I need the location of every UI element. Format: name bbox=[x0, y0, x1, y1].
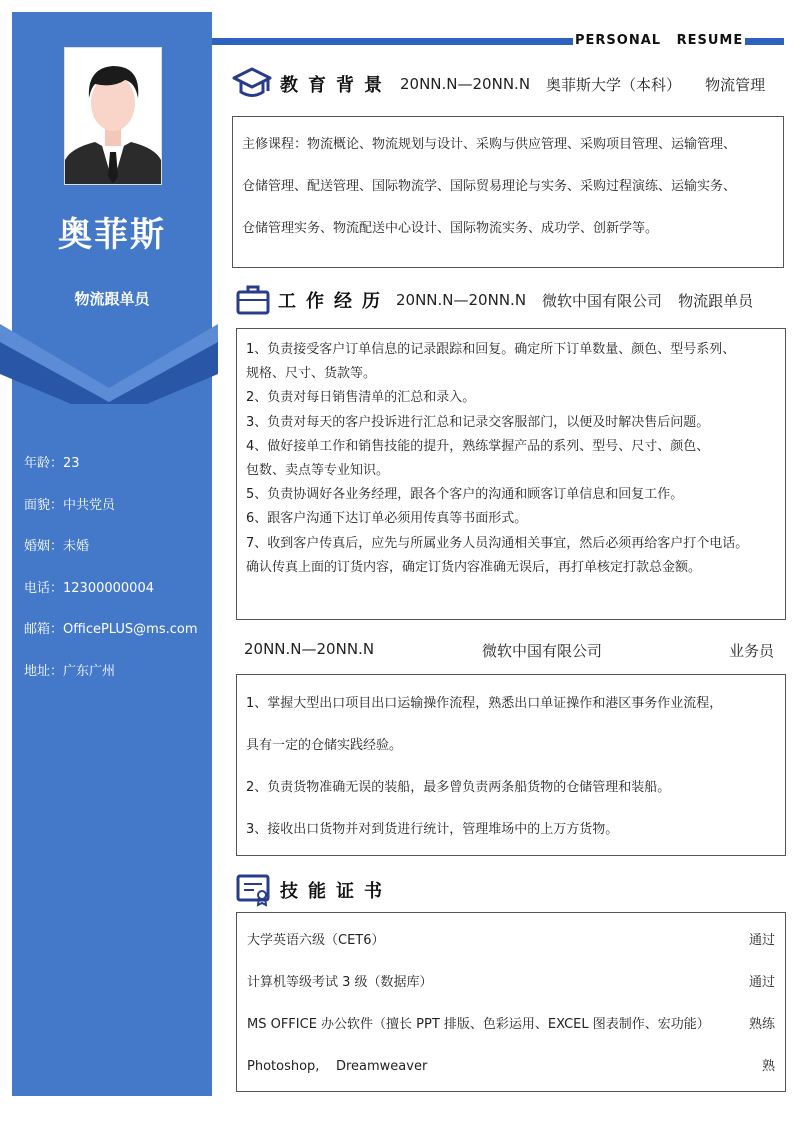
info-label: 邮箱： bbox=[24, 622, 64, 637]
skill-name: MS OFFICE 办公软件（擅长 PPT 排版、色彩运用、EXCEL 图表制作、宏功能） bbox=[247, 1017, 710, 1032]
chevron-banner bbox=[0, 324, 218, 404]
work-header bbox=[236, 284, 753, 316]
info-label: 年龄： bbox=[24, 456, 64, 471]
job-position: 业务员 bbox=[728, 642, 774, 660]
info-label: 婚姻： bbox=[24, 539, 64, 554]
duty-line: 规格、尺寸、货款等。 bbox=[246, 366, 377, 382]
personal-info-list bbox=[24, 452, 198, 701]
job2-header bbox=[244, 640, 774, 658]
info-value: 未婚 bbox=[63, 539, 90, 554]
duty-line: 2、负责对每日销售清单的汇总和录入。 bbox=[246, 390, 476, 406]
info-label: 电话： bbox=[24, 580, 64, 596]
skills-title: 技能证书 bbox=[280, 881, 392, 902]
skill-row bbox=[247, 1004, 775, 1046]
education-box bbox=[232, 116, 784, 268]
info-label: 面貌： bbox=[24, 497, 64, 513]
info-value: 12300000004 bbox=[63, 580, 154, 596]
info-value: 23 bbox=[63, 456, 80, 471]
duty-line: 3、负责对每天的客户投诉进行汇总和记录交客服部门，以便及时解决售后问题。 bbox=[246, 414, 710, 430]
duty-line: 7、收到客户传真后，应先与所属业务人员沟通相关事宜，然后必须再给客户打个电话。 bbox=[246, 535, 749, 551]
duty-line: 2、负责货物准确无误的装船，最多曾负责两条船货物的仓储管理和装船。 bbox=[246, 780, 671, 795]
skill-row bbox=[247, 962, 775, 1004]
duty-line: 1、负责接受客户订单信息的记录跟踪和回复。确定所下订单数量、颜色、型号系列、 bbox=[246, 342, 736, 357]
skill-name: 计算机等级考试 3 级（数据库） bbox=[247, 975, 433, 990]
info-phone bbox=[24, 577, 198, 619]
info-marital bbox=[24, 535, 198, 577]
briefcase-icon bbox=[236, 284, 270, 316]
job2-duties-box bbox=[236, 674, 786, 856]
skill-name: Photoshop, Dreamweaver bbox=[247, 1059, 428, 1074]
duty-line: 4、做好接单工作和销售技能的提升，熟练掌握产品的系列、型号、尺寸、颜色、 bbox=[246, 438, 710, 454]
info-value: 广东广州 bbox=[63, 663, 116, 679]
certificate-icon bbox=[236, 873, 272, 907]
info-age bbox=[24, 452, 198, 494]
skills-box bbox=[236, 912, 786, 1092]
duty-line: 5、负责协调好各业务经理，跟各个客户的沟通和顾客订单信息和回复工作。 bbox=[246, 487, 684, 503]
sidebar bbox=[12, 12, 212, 1096]
skill-row bbox=[247, 1046, 775, 1088]
duty-line: 包数、卖点等专业知识。 bbox=[246, 463, 390, 479]
work-title: 工作经历 bbox=[278, 291, 390, 312]
education-title: 教育背景 bbox=[280, 75, 392, 96]
duty-line: 1、掌握大型出口项目出口运输操作流程，熟悉出口单证操作和港区事务作业流程， bbox=[246, 696, 723, 711]
job-period: 20NN.N—20NN.N bbox=[396, 291, 527, 309]
course-line: 仓储管理、配送管理、国际物流学、国际贸易理论与实务、采购过程演练、运输实务、 bbox=[242, 179, 737, 194]
graduation-cap-icon bbox=[232, 67, 272, 101]
job-period: 20NN.N—20NN.N bbox=[244, 640, 375, 658]
skill-level: 熟练 bbox=[748, 1017, 775, 1032]
skill-name: 大学英语六级（CET6） bbox=[247, 933, 385, 948]
course-line: 主修课程：物流概论、物流规划与设计、采购与供应管理、采购项目管理、运输管理、 bbox=[242, 137, 737, 152]
info-politics bbox=[24, 494, 198, 536]
profile-name: 奥菲斯 bbox=[58, 215, 166, 255]
job-position: 物流跟单员 bbox=[678, 291, 754, 310]
info-email bbox=[24, 618, 198, 660]
skill-row bbox=[247, 920, 775, 962]
job-company: 微软中国有限公司 bbox=[542, 291, 663, 310]
skill-level: 通过 bbox=[748, 975, 775, 990]
duty-line: 具有一定的仓储实践经验。 bbox=[246, 738, 403, 753]
person-photo-icon bbox=[65, 48, 161, 184]
education-school: 奥菲斯大学（本科） bbox=[546, 75, 682, 94]
duty-line: 确认传真上面的订货内容，确定订货内容准确无误后，再打单核定打款总金额。 bbox=[246, 559, 702, 575]
job-duties-box bbox=[236, 328, 786, 620]
avatar bbox=[64, 47, 162, 185]
duty-line: 6、跟客户沟通下达订单必须用传真等书面形式。 bbox=[246, 511, 528, 527]
education-period: 20NN.N—20NN.N bbox=[400, 75, 531, 93]
skills-header bbox=[236, 873, 392, 907]
resume-header-title: PERSONAL RESUME bbox=[575, 33, 744, 48]
duty-line: 3、接收出口货物并对到货进行统计，管理堆场中的上万方货物。 bbox=[246, 822, 619, 837]
education-header bbox=[232, 67, 765, 101]
info-value: OfficePLUS@ms.com bbox=[63, 622, 198, 637]
skill-level: 通过 bbox=[748, 933, 775, 948]
skill-level: 熟 bbox=[761, 1059, 775, 1074]
info-label: 地址： bbox=[24, 663, 64, 679]
info-value: 中共党员 bbox=[63, 497, 116, 513]
info-address bbox=[24, 660, 198, 702]
job-company: 微软中国有限公司 bbox=[482, 642, 603, 660]
course-line: 仓储管理实务、物流配送中心设计、国际物流实务、成功学、创新学等。 bbox=[242, 221, 659, 236]
profile-job-title: 物流跟单员 bbox=[74, 290, 150, 308]
education-major: 物流管理 bbox=[705, 75, 766, 94]
